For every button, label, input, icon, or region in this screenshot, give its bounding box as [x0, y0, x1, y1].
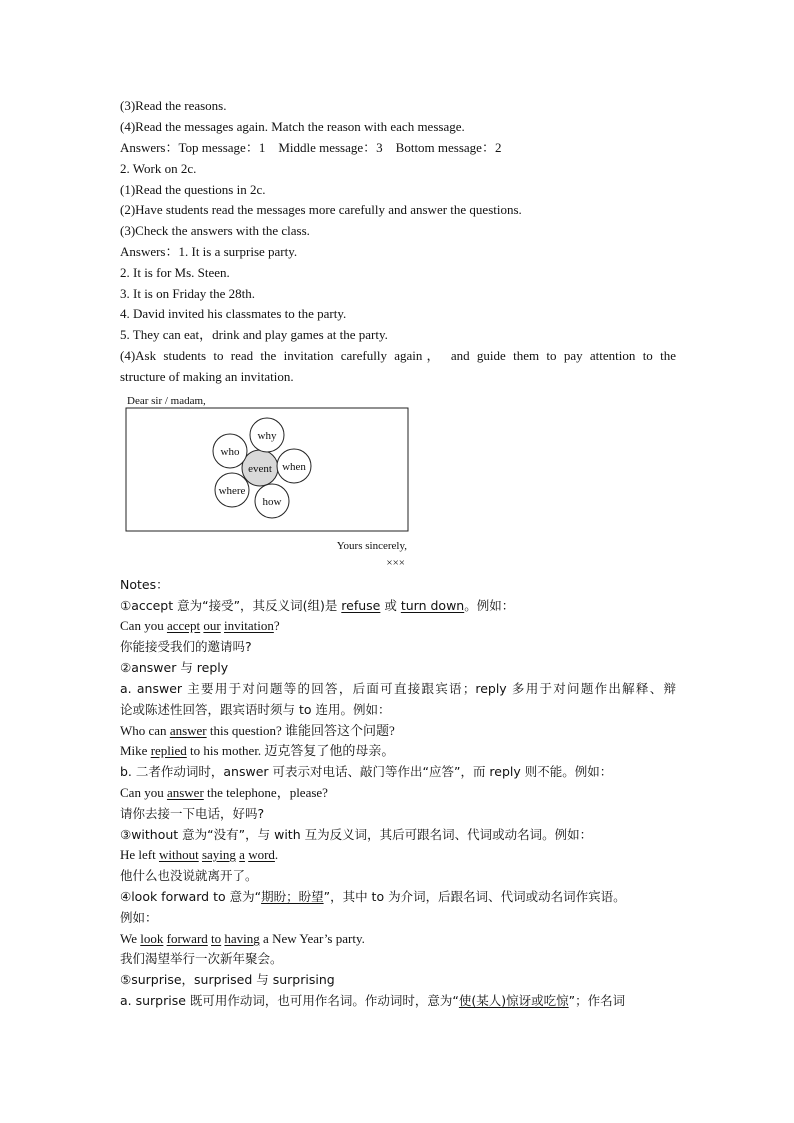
text-line: structure of making an invitation. [120, 369, 294, 384]
text-line: 4. David invited his classmates to the party. [120, 306, 347, 321]
diagram-signature: ××× [386, 557, 405, 569]
text-line: (3)Check the answers with the class. [120, 223, 310, 238]
note-2-translation: 请你去接一下电话，好吗? [120, 806, 265, 821]
note-2-title: ②answer 与 reply [120, 660, 229, 675]
note-1: ①accept 意为“接受”，其反义词(组)是 refuse 或 turn down。例如： [120, 598, 515, 613]
note-3-example: He left without saying a word. [120, 847, 279, 862]
note-2-example3: Can you answer the telephone，please? [120, 785, 328, 800]
text-line: (4)Read the messages again. Match the reason with each message. [120, 119, 465, 134]
note-2b: b. 二者作动词时，answer 可表示对电话、敲门等作出“应答”，而 reply 则不能。例如： [120, 764, 613, 779]
note-2a-line2: 论或陈述性回答，跟宾语时须与 to 连用。例如： [120, 702, 391, 717]
note-1-example: Can you accept our invitation? [120, 618, 280, 633]
diagram-closing: Yours sincerely, [336, 540, 407, 552]
diagram-who-label: who [220, 446, 240, 458]
text-line: 2. It is for Ms. Steen. [120, 265, 230, 280]
text-line: Answers：1. It is a surprise party. [120, 244, 298, 259]
text-line: (2)Have students read the messages more carefully and answer the questions. [120, 202, 522, 217]
diagram-when-label: when [282, 461, 306, 473]
text-line: (4)Ask students to read the invitation carefully again， and guide them to pay attention to the [120, 348, 676, 363]
note-5-title: ⑤surprise，surprised 与 surprising [120, 972, 335, 987]
diagram-why-label: why [257, 430, 277, 442]
invitation-structure-diagram [120, 392, 420, 572]
note-3-translation: 他什么也没说就离开了。 [120, 868, 258, 883]
text-line: 5. They can eat，drink and play games at the party. [120, 327, 388, 342]
text-line: (1)Read the questions in 2c. [120, 182, 266, 197]
text-line: 2. Work on 2c. [120, 161, 197, 176]
note-4-example: We look forward to having a New Year’s party. [120, 931, 365, 946]
note-4: ④look forward to 意为“期盼；盼望”，其中 to 为介词，后跟名词、代词或动名词作宾语。 [120, 889, 626, 904]
note-2a-line1: a. answer 主要用于对问题等的回答，后面可直接跟宾语；reply 多用于对问题作出解释、辩 [120, 681, 676, 696]
diagram-center-label: event [248, 463, 272, 475]
note-4-cont: 例如： [120, 910, 158, 925]
notes-title: Notes： [120, 577, 169, 592]
note-4-translation: 我们渴望举行一次新年聚会。 [120, 951, 283, 966]
note-2-example2: Mike replied to his mother. 迈克答复了他的母亲。 [120, 743, 395, 758]
diagram-where-label: where [218, 485, 246, 497]
text-line: 3. It is on Friday the 28th. [120, 286, 256, 301]
diagram-greeting: Dear sir / madam, [127, 395, 206, 407]
diagram-how-label: how [262, 496, 282, 508]
text-line: Answers：Top message：1 Middle message：3 Bottom message：2 [120, 140, 502, 155]
note-1-translation: 你能接受我们的邀请吗? [120, 639, 252, 654]
text-line: (3)Read the reasons. [120, 98, 227, 113]
note-5a: a. surprise 既可用作动词，也可用作名词。作动词时，意为“使(某人)惊讶或吃惊”；作名词 [120, 993, 626, 1008]
note-2-example1: Who can answer this question? 谁能回答这个问题? [120, 723, 395, 738]
note-3: ③without 意为“没有”，与 with 互为反义词，其后可跟名词、代词或动名词。例如： [120, 827, 593, 842]
